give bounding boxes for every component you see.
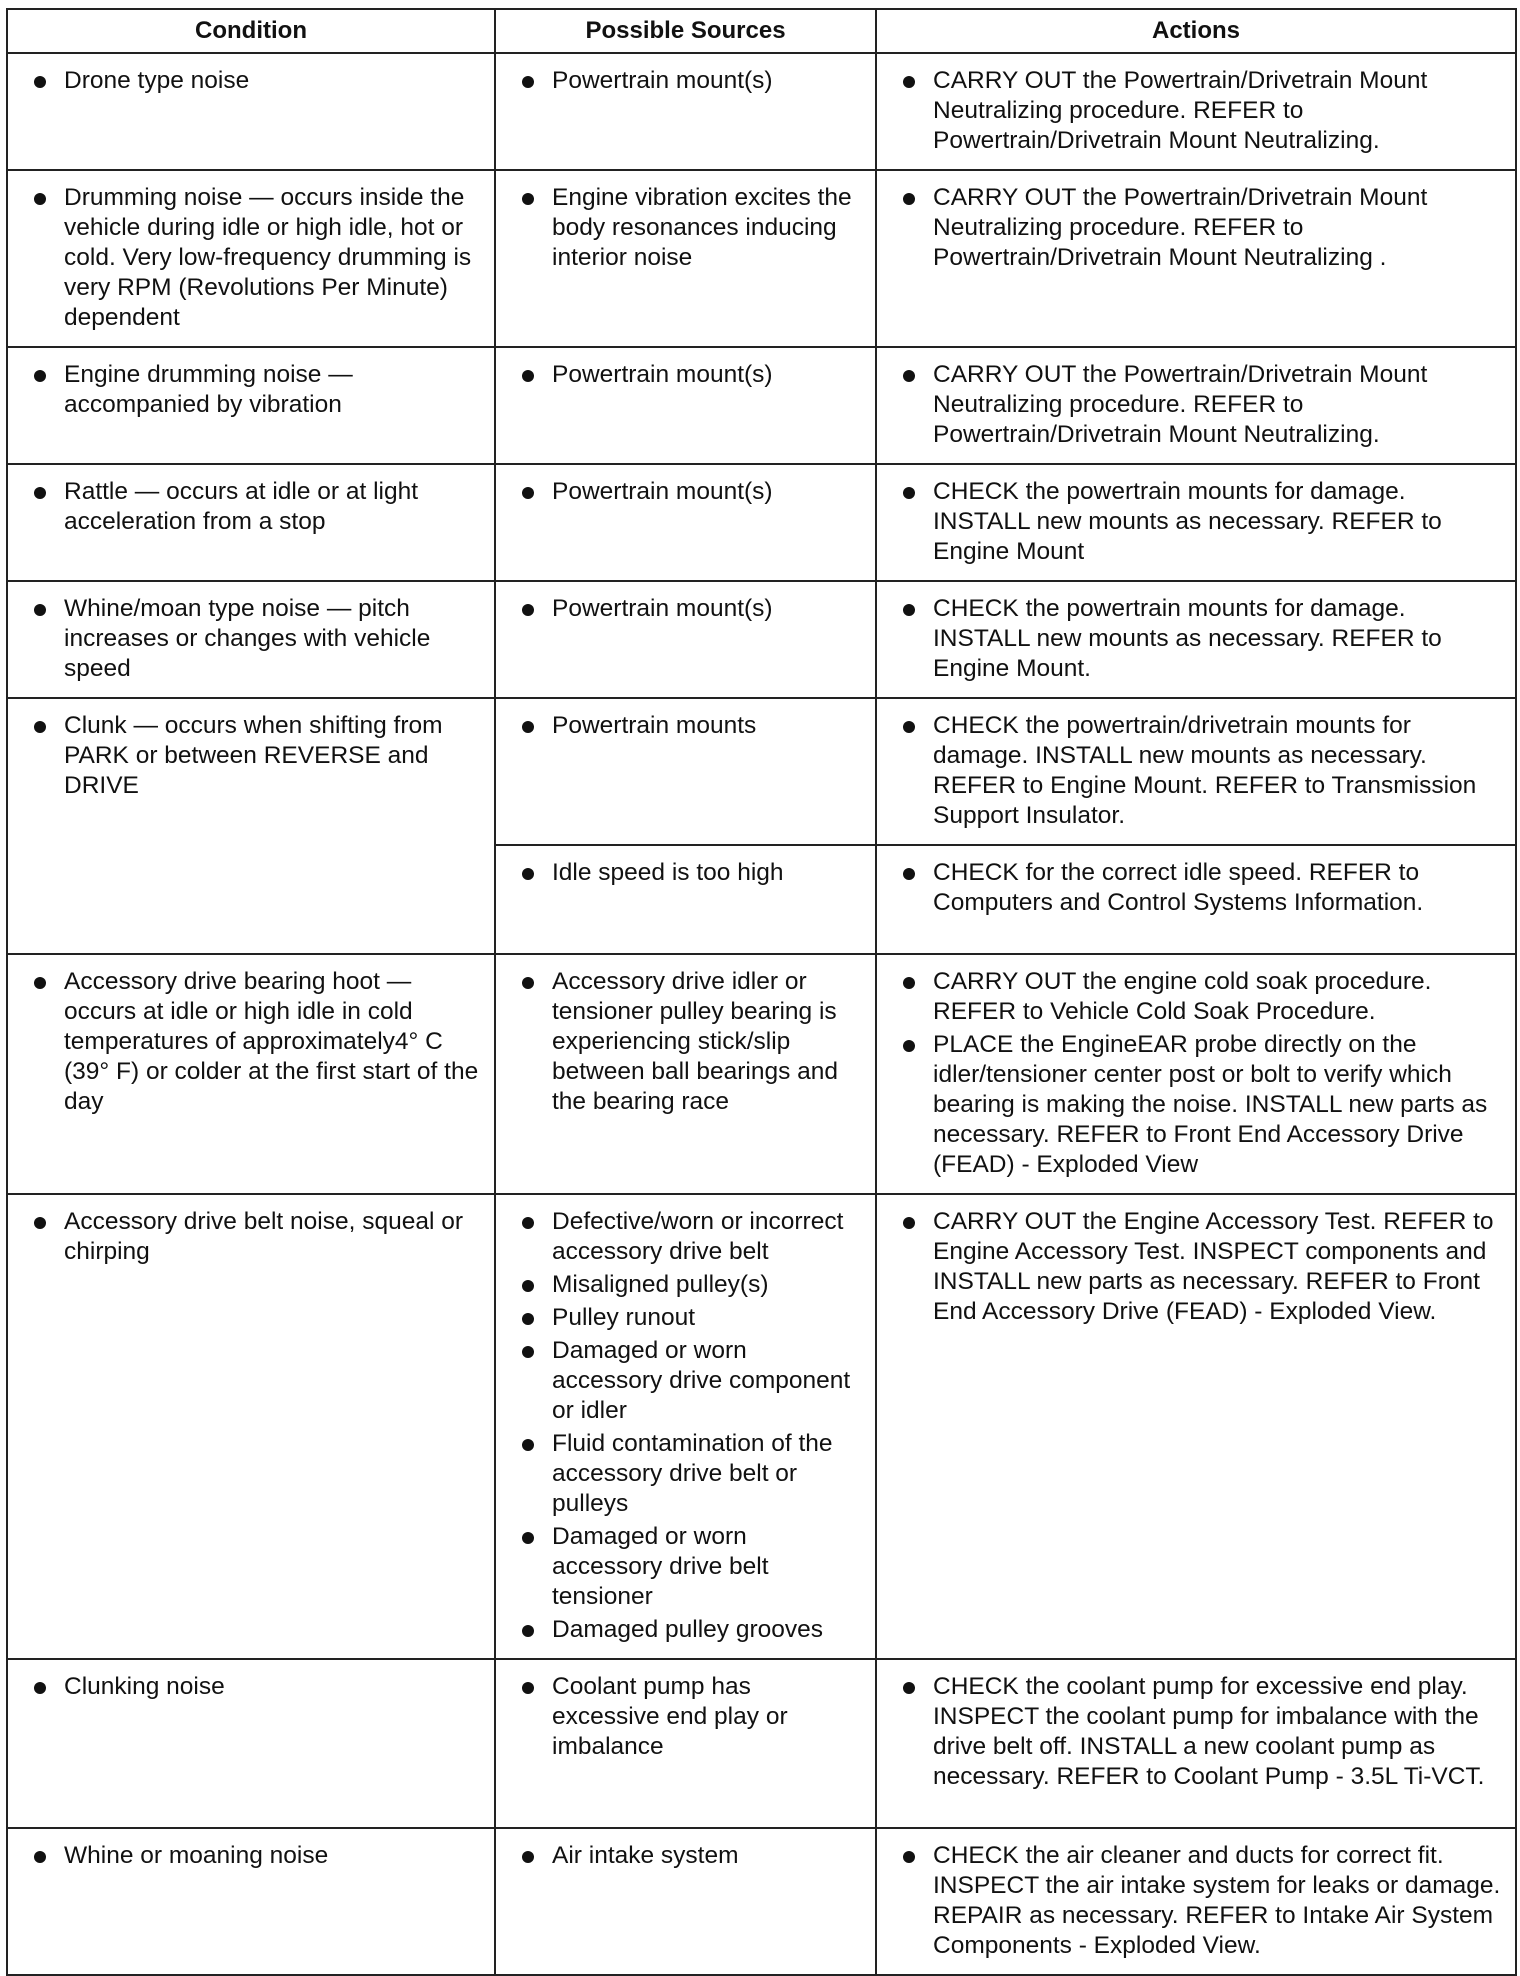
header-row — [7, 9, 1516, 53]
action-item: CHECK for the correct idle speed. REFER to Computers and Control Systems Information. — [899, 858, 1503, 918]
action-item: CHECK the powertrain mounts for damage. INSTALL new mounts as necessary. REFER to Engine Mount — [899, 477, 1503, 567]
condition-item: Rattle — occurs at idle or at light acceleration from a stop — [30, 477, 482, 537]
header-actions: Actions — [876, 9, 1516, 53]
header-condition: Condition — [7, 9, 495, 53]
action-item: CARRY OUT the Engine Accessory Test. REFER to Engine Accessory Test. INSPECT components and INSTALL new parts as necessary. REFER to Front End Accessory Drive (FEAD) - Exploded View. — [899, 1207, 1503, 1327]
source-item: Fluid contamination of the accessory drive belt or pulleys — [518, 1429, 863, 1519]
sources-cell — [495, 845, 876, 954]
actions-cell — [876, 1194, 1516, 1659]
table-row — [7, 464, 1516, 581]
condition-cell — [7, 698, 495, 954]
actions-cell — [876, 1659, 1516, 1828]
action-item: CARRY OUT the Powertrain/Drivetrain Mount Neutralizing procedure. REFER to Powertrain/Drivetrain Mount Neutralizing . — [899, 183, 1503, 273]
symptom-chart-table — [6, 8, 1517, 1976]
source-item: Engine vibration excites the body resonances inducing interior noise — [518, 183, 863, 273]
sources-cell — [495, 347, 876, 464]
actions-cell — [876, 581, 1516, 698]
source-item: Damaged or worn accessory drive component or idler — [518, 1336, 863, 1426]
table-row — [7, 347, 1516, 464]
actions-cell — [876, 954, 1516, 1194]
table-row — [7, 170, 1516, 347]
source-item: Air intake system — [518, 1841, 863, 1871]
table-row — [7, 53, 1516, 170]
source-item: Misaligned pulley(s) — [518, 1270, 863, 1300]
source-item: Powertrain mount(s) — [518, 477, 863, 507]
source-item: Powertrain mount(s) — [518, 360, 863, 390]
condition-item: Engine drumming noise — accompanied by vibration — [30, 360, 482, 420]
action-item: CARRY OUT the engine cold soak procedure. REFER to Vehicle Cold Soak Procedure. — [899, 967, 1503, 1027]
source-item: Pulley runout — [518, 1303, 863, 1333]
condition-item: Clunking noise — [30, 1672, 482, 1702]
condition-cell — [7, 53, 495, 170]
source-item: Idle speed is too high — [518, 858, 863, 888]
condition-cell — [7, 170, 495, 347]
table-row — [7, 1194, 1516, 1659]
actions-cell — [876, 1828, 1516, 1975]
source-item: Coolant pump has excessive end play or imbalance — [518, 1672, 863, 1762]
actions-cell — [876, 698, 1516, 845]
actions-cell — [876, 170, 1516, 347]
condition-cell — [7, 464, 495, 581]
actions-cell — [876, 347, 1516, 464]
action-item: CHECK the powertrain/drivetrain mounts for damage. INSTALL new mounts as necessary. REFER to Engine Mount. REFER to Transmission Support Insulator. — [899, 711, 1503, 831]
sources-cell — [495, 698, 876, 845]
condition-item: Accessory drive bearing hoot — occurs at idle or high idle in cold temperatures of approximately4° C (39° F) or colder at the first start of the day — [30, 967, 482, 1117]
table-row — [7, 581, 1516, 698]
source-item: Powertrain mount(s) — [518, 66, 863, 96]
action-item: CHECK the coolant pump for excessive end play. INSPECT the coolant pump for imbalance with the drive belt off. INSTALL a new coolant pump as necessary. REFER to Coolant Pump - 3.5L Ti-VCT. — [899, 1672, 1503, 1792]
sources-cell — [495, 1194, 876, 1659]
table-row — [7, 698, 1516, 845]
condition-item: Whine or moaning noise — [30, 1841, 482, 1871]
condition-cell — [7, 347, 495, 464]
condition-item: Drumming noise — occurs inside the vehicle during idle or high idle, hot or cold. Very low-frequency drumming is very RPM (Revolutions Per Minute) dependent — [30, 183, 482, 333]
source-item: Accessory drive idler or tensioner pulley bearing is experiencing stick/slip between ball bearings and the bearing race — [518, 967, 863, 1117]
actions-cell — [876, 53, 1516, 170]
sources-cell — [495, 954, 876, 1194]
source-item: Powertrain mounts — [518, 711, 863, 741]
header-possible-sources: Possible Sources — [495, 9, 876, 53]
condition-cell — [7, 954, 495, 1194]
condition-item: Whine/moan type noise — pitch increases or changes with vehicle speed — [30, 594, 482, 684]
table-row — [7, 954, 1516, 1194]
condition-cell — [7, 1828, 495, 1975]
actions-cell — [876, 464, 1516, 581]
source-item: Damaged pulley grooves — [518, 1615, 863, 1645]
sources-cell — [495, 581, 876, 698]
source-item: Damaged or worn accessory drive belt tensioner — [518, 1522, 863, 1612]
condition-item: Clunk — occurs when shifting from PARK or between REVERSE and DRIVE — [30, 711, 482, 801]
table-row — [7, 1828, 1516, 1975]
condition-cell — [7, 581, 495, 698]
actions-cell — [876, 845, 1516, 954]
condition-cell — [7, 1194, 495, 1659]
source-item: Powertrain mount(s) — [518, 594, 863, 624]
condition-item: Accessory drive belt noise, squeal or chirping — [30, 1207, 482, 1267]
action-item: CHECK the powertrain mounts for damage. INSTALL new mounts as necessary. REFER to Engine Mount. — [899, 594, 1503, 684]
sources-cell — [495, 170, 876, 347]
sources-cell — [495, 1828, 876, 1975]
sources-cell — [495, 1659, 876, 1828]
sources-cell — [495, 53, 876, 170]
action-item: PLACE the EngineEAR probe directly on the idler/tensioner center post or bolt to verify which bearing is making the noise. INSTALL new parts as necessary. REFER to Front End Accessory Drive (FEAD) - Exploded View — [899, 1030, 1503, 1180]
condition-item: Drone type noise — [30, 66, 482, 96]
table-row — [7, 1659, 1516, 1828]
action-item: CARRY OUT the Powertrain/Drivetrain Mount Neutralizing procedure. REFER to Powertrain/Drivetrain Mount Neutralizing. — [899, 360, 1503, 450]
action-item: CARRY OUT the Powertrain/Drivetrain Mount Neutralizing procedure. REFER to Powertrain/Drivetrain Mount Neutralizing. — [899, 66, 1503, 156]
action-item: CHECK the air cleaner and ducts for correct fit. INSPECT the air intake system for leaks or damage. REPAIR as necessary. REFER to Intake Air System Components - Exploded View. — [899, 1841, 1503, 1961]
sources-cell — [495, 464, 876, 581]
source-item: Defective/worn or incorrect accessory drive belt — [518, 1207, 863, 1267]
condition-cell — [7, 1659, 495, 1828]
